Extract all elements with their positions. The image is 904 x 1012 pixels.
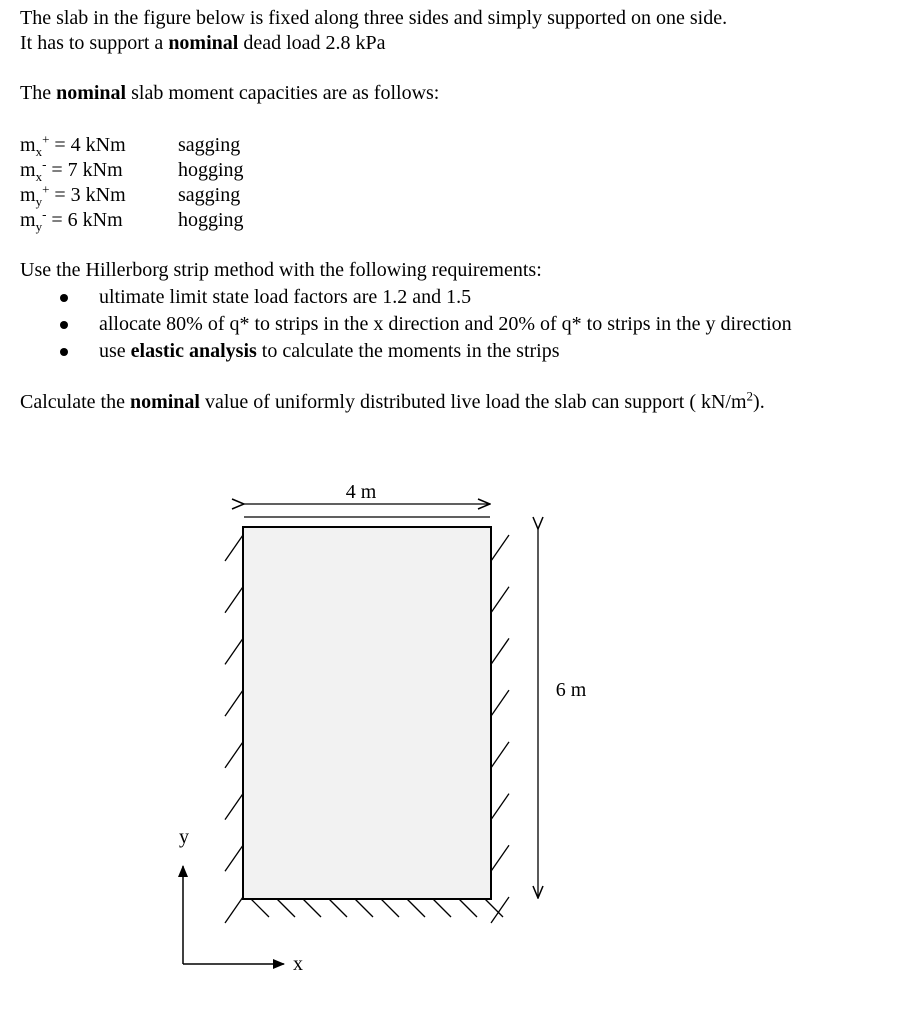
capacity-symbol-sup: - — [42, 156, 47, 172]
hatch-mark — [251, 899, 269, 917]
capacity-value: = 4 kNm — [49, 134, 126, 156]
capacity-type: sagging — [178, 184, 241, 206]
intro-line-2-bold: nominal — [168, 32, 239, 54]
capacity-symbol-base: m — [20, 159, 36, 181]
capacity-type: hogging — [178, 209, 244, 231]
capacity-symbol-sub: y — [35, 194, 43, 209]
capacity-type: hogging — [178, 159, 244, 181]
hatch-mark — [329, 899, 347, 917]
capacity-symbol-sub: x — [35, 144, 43, 159]
hatch-mark — [225, 794, 243, 820]
requirement-text: ultimate limit state load factors are 1.2 and 1.5 — [99, 286, 472, 308]
hatch-mark — [225, 587, 243, 613]
hatch-mark — [491, 845, 509, 871]
intro-line-2-post: dead load 2.8 kPa — [238, 32, 386, 54]
capacity-symbol-sub: y — [35, 219, 43, 234]
y-axis-label: y — [179, 826, 189, 848]
fixed-edge-right-hatching — [491, 535, 509, 923]
capacity-type: sagging — [178, 134, 241, 156]
hatch-mark — [491, 690, 509, 716]
intro-line-1-text: The slab in the figure below is fixed along three sides and simply supported on one side. — [20, 7, 728, 29]
hatch-mark — [491, 535, 509, 561]
capacities-heading-bold: nominal — [56, 82, 127, 104]
requirement-text-post: to calculate the moments in the strips — [256, 340, 560, 362]
slab — [243, 527, 491, 899]
capacity-value: = 6 kNm — [46, 209, 123, 231]
hatch-mark — [485, 899, 503, 917]
question-sup: 2 — [746, 388, 754, 404]
capacities-heading-post: slab moment capacities are as follows: — [126, 82, 440, 104]
height-label: 6 m — [555, 679, 587, 701]
hatch-mark — [303, 899, 321, 917]
capacity-symbol-sub: x — [35, 169, 43, 184]
fixed-edge-bottom-hatching — [251, 899, 503, 917]
hatch-mark — [225, 845, 243, 871]
hatch-mark — [491, 587, 509, 613]
intro-line-2-pre: It has to support a — [20, 32, 169, 54]
width-label: 4 m — [345, 481, 377, 503]
capacity-symbol-sup: - — [42, 206, 47, 222]
height-dimension — [538, 529, 587, 898]
question-end: ). — [753, 391, 765, 413]
method-intro: Use the Hillerborg strip method with the following requirements: — [20, 259, 542, 281]
hatch-mark — [225, 897, 243, 923]
capacity-symbol-sup: + — [42, 181, 50, 197]
hatch-mark — [355, 899, 373, 917]
width-dimension — [244, 481, 490, 517]
capacity-value: = 3 kNm — [49, 184, 126, 206]
hatch-mark — [491, 897, 509, 923]
capacity-symbol-base: m — [20, 209, 36, 231]
fixed-edge-left-hatching — [225, 535, 243, 923]
capacity-symbol-sup: + — [42, 131, 50, 147]
hatch-mark — [491, 742, 509, 768]
hatch-mark — [459, 899, 477, 917]
hatch-mark — [225, 638, 243, 664]
requirement-text-pre: use — [99, 340, 131, 362]
hatch-mark — [433, 899, 451, 917]
hatch-mark — [225, 535, 243, 561]
hatch-mark — [225, 690, 243, 716]
hatch-mark — [491, 794, 509, 820]
requirement-text-bold: elastic analysis — [130, 340, 257, 362]
capacities-heading-pre: The — [20, 82, 57, 104]
requirement-text: allocate 80% of q* to strips in the x direction and 20% of q* to strips in the y direction — [99, 313, 792, 335]
x-axis-label: x — [293, 953, 303, 975]
hatch-mark — [225, 742, 243, 768]
capacity-symbol-base: m — [20, 134, 36, 156]
hatch-mark — [381, 899, 399, 917]
hatch-mark — [407, 899, 425, 917]
capacity-symbol-base: m — [20, 184, 36, 206]
capacity-value: = 7 kNm — [46, 159, 123, 181]
hatch-mark — [491, 638, 509, 664]
question-bold: nominal — [129, 391, 200, 413]
question-pre: Calculate the — [20, 391, 130, 413]
question-post: value of uniformly distributed live load the slab can support ( kN/m — [199, 391, 747, 413]
hatch-mark — [277, 899, 295, 917]
